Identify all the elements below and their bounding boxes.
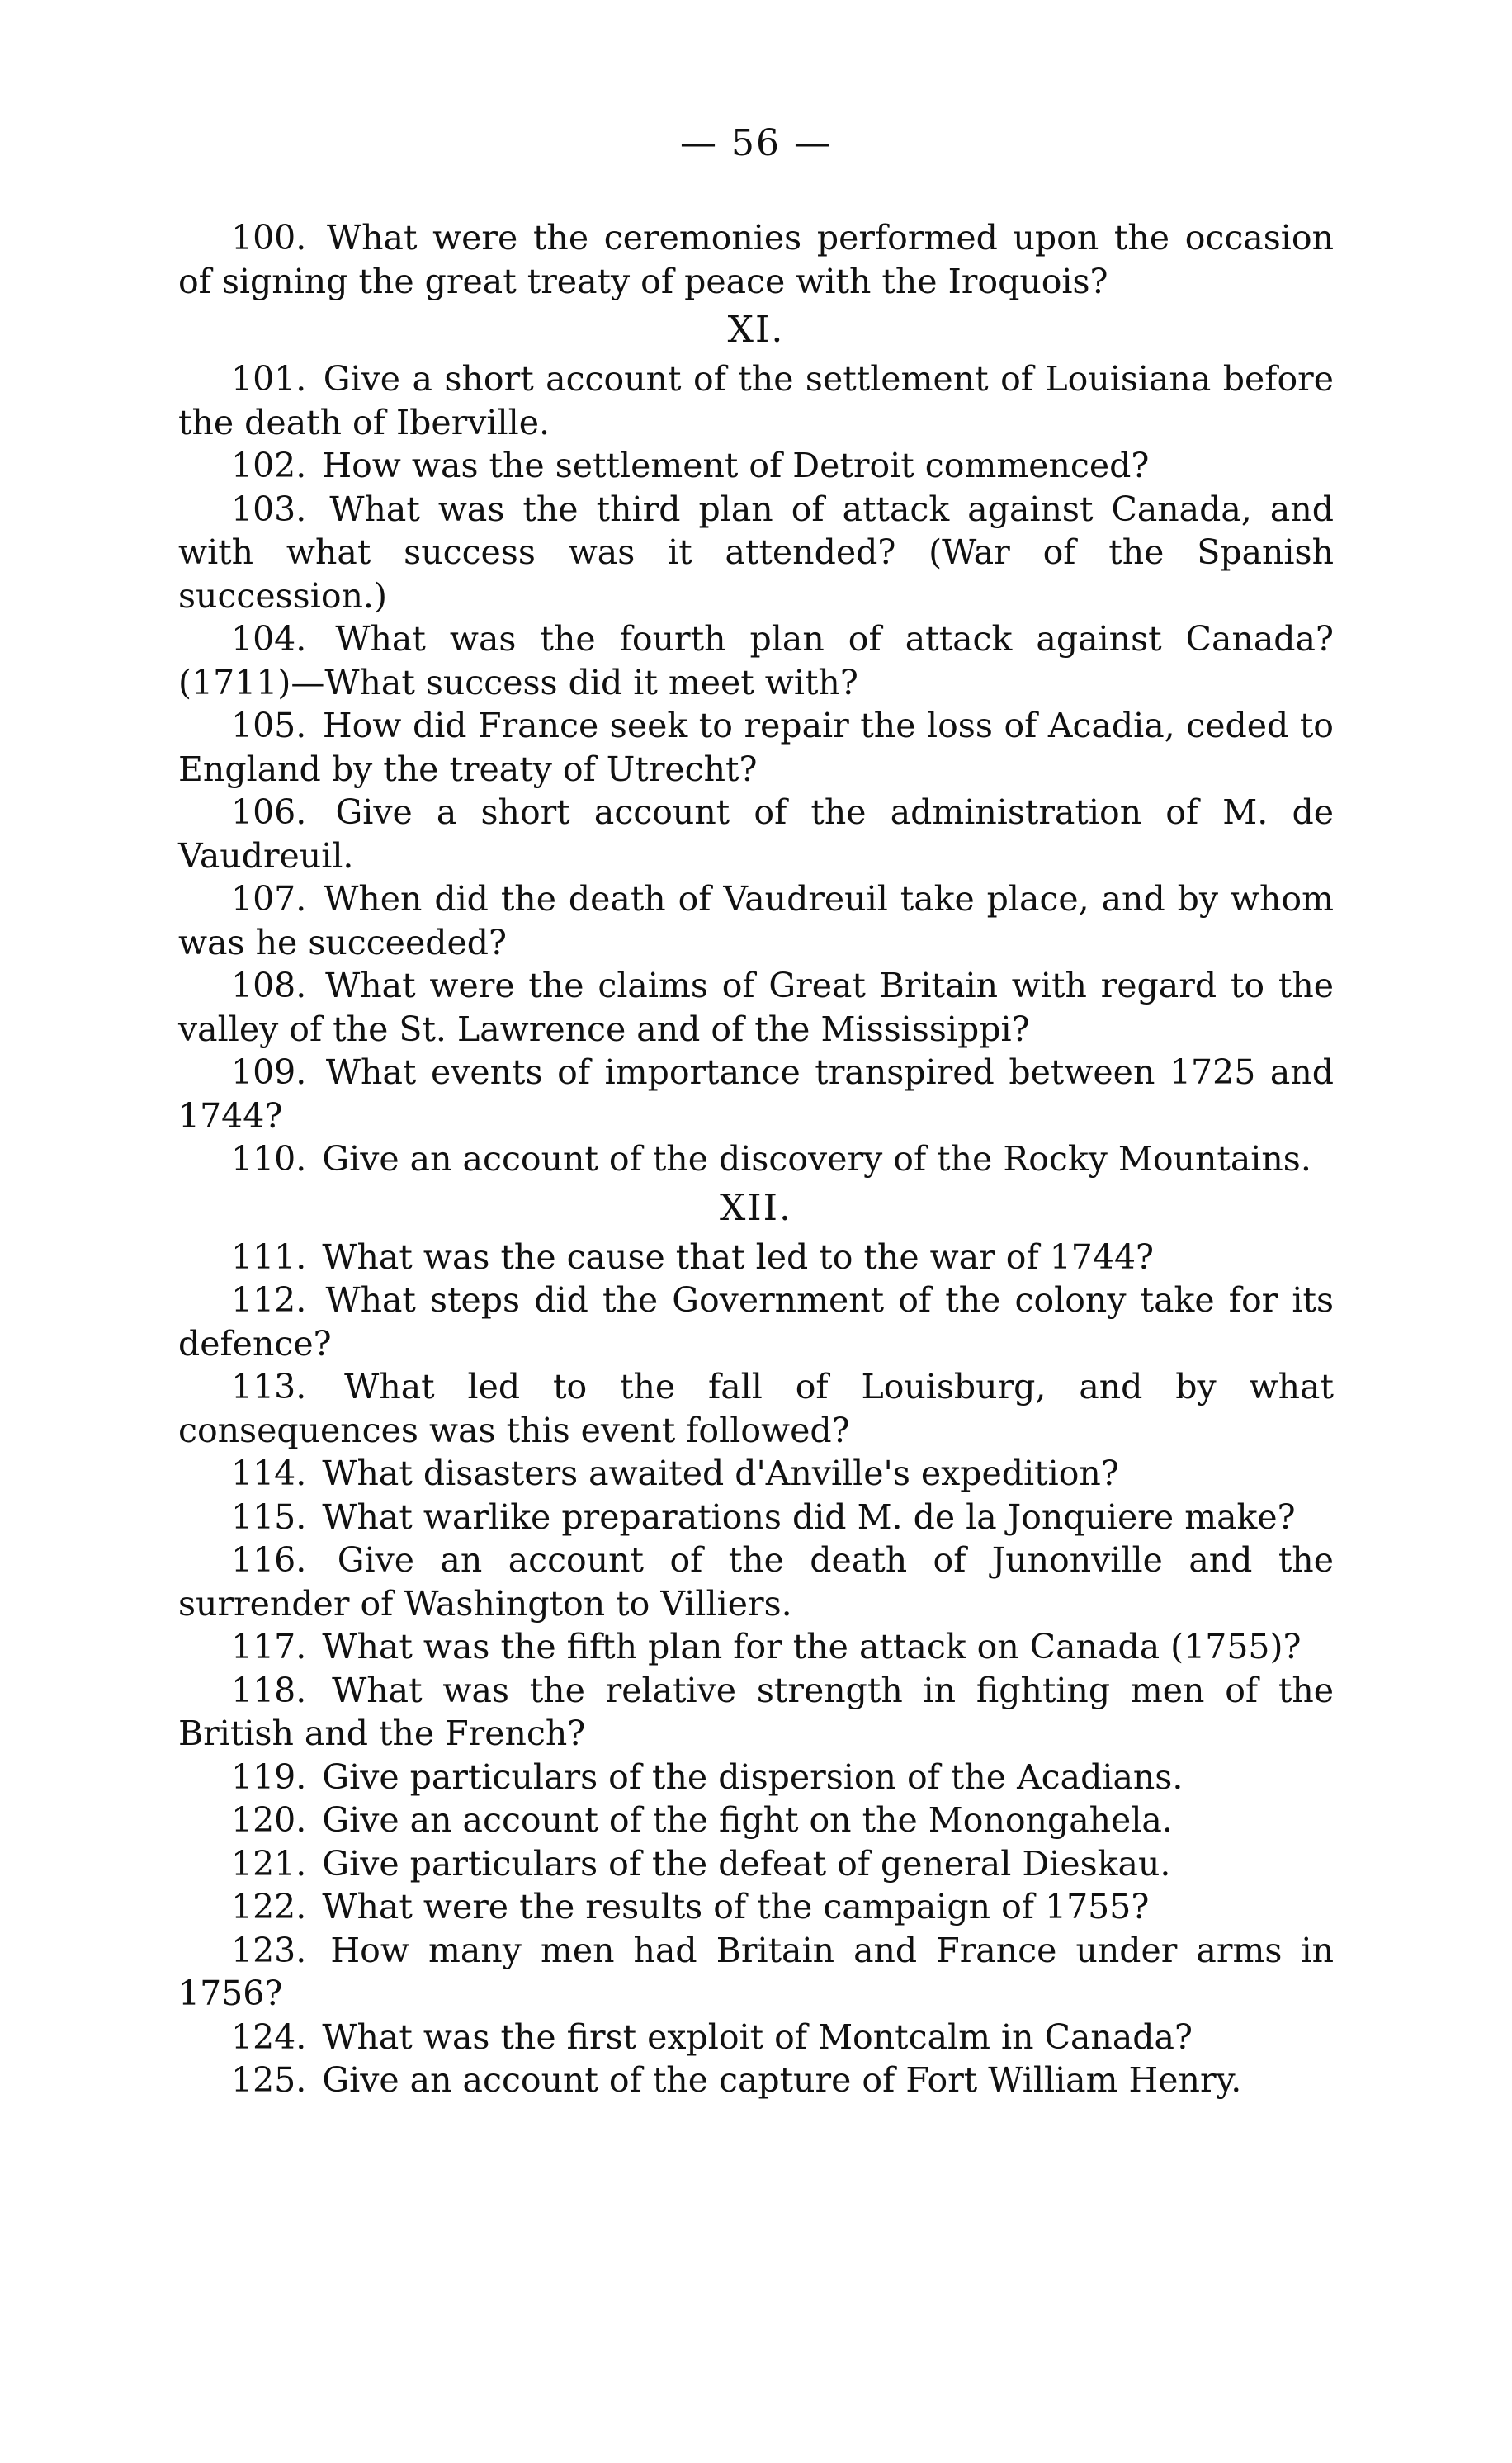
page-number: — 56 — bbox=[680, 122, 832, 164]
question-119 bbox=[178, 1756, 1334, 1799]
question-text: What were the claims of Great Britain with regard to the valley of the St. Lawrence and of the Mississippi? bbox=[178, 966, 1334, 1049]
question-100 bbox=[178, 216, 1334, 303]
question-112 bbox=[178, 1279, 1334, 1365]
question-text: What disasters awaited d'Anville's expedition? bbox=[322, 1454, 1119, 1493]
question-117 bbox=[178, 1625, 1334, 1669]
question-text: What was the relative strength in fighting men of the British and the French? bbox=[178, 1670, 1334, 1753]
question-121 bbox=[178, 1842, 1334, 1886]
question-number: 104. bbox=[231, 619, 307, 659]
question-number: 101. bbox=[231, 359, 307, 399]
question-number: 123. bbox=[231, 1930, 307, 1970]
question-number: 114. bbox=[231, 1454, 307, 1493]
question-108 bbox=[178, 964, 1334, 1051]
section-heading-xii: XII. bbox=[719, 1186, 793, 1229]
question-102 bbox=[178, 444, 1334, 488]
question-111 bbox=[178, 1236, 1334, 1279]
question-text: Give an account of the death of Junonville and the surrender of Washington to Villiers. bbox=[178, 1540, 1334, 1624]
question-number: 115. bbox=[231, 1496, 307, 1537]
question-120 bbox=[178, 1799, 1334, 1842]
question-110 bbox=[178, 1137, 1334, 1181]
question-text: What events of importance transpired between 1725 and 1744? bbox=[178, 1052, 1334, 1136]
section-heading-xi: XI. bbox=[727, 309, 785, 351]
question-number: 106. bbox=[231, 792, 307, 832]
question-number: 122. bbox=[231, 1887, 307, 1926]
question-text: How was the settlement of Detroit commenced? bbox=[322, 446, 1150, 485]
question-106 bbox=[178, 791, 1334, 877]
question-number: 111. bbox=[231, 1236, 307, 1277]
question-number: 108. bbox=[231, 966, 307, 1005]
question-text: Give a short account of the administration of M. de Vaudreuil. bbox=[178, 792, 1334, 876]
question-text: Give an account of the fight on the Monongahela. bbox=[322, 1800, 1173, 1840]
question-number: 118. bbox=[231, 1670, 307, 1710]
question-text: What steps did the Government of the colony take for its defence? bbox=[178, 1280, 1334, 1364]
question-122 bbox=[178, 1885, 1334, 1929]
question-number: 102. bbox=[231, 446, 307, 485]
question-text: What was the fifth plan for the attack on Canada (1755)? bbox=[322, 1627, 1302, 1666]
question-number: 105. bbox=[231, 706, 307, 745]
question-text: How did France seek to repair the loss of Acadia, ceded to England by the treaty of Utrecht? bbox=[178, 706, 1334, 789]
question-text: Give particulars of the defeat of general Dieskau. bbox=[322, 1843, 1171, 1884]
question-number: 119. bbox=[231, 1756, 307, 1797]
question-number: 125. bbox=[231, 2060, 307, 2100]
question-text: What was the third plan of attack against Canada, and with what success was it attended? (War of the Spanish succession.) bbox=[178, 489, 1334, 616]
question-text: When did the death of Vaudreuil take place, and by whom was he succeeded? bbox=[178, 879, 1334, 962]
question-text: How many men had Britain and France under arms in 1756? bbox=[178, 1930, 1334, 2013]
question-text: What were the ceremonies performed upon the occasion of signing the great treaty of peace with the Iroquois? bbox=[178, 218, 1334, 301]
question-113 bbox=[178, 1365, 1334, 1452]
question-number: 121. bbox=[231, 1843, 307, 1884]
question-116 bbox=[178, 1539, 1334, 1625]
question-text: Give a short account of the settlement of Louisiana before the death of Iberville. bbox=[178, 359, 1334, 442]
question-number: 112. bbox=[231, 1280, 307, 1320]
question-text: What was the cause that led to the war of 1744? bbox=[322, 1236, 1155, 1277]
question-118 bbox=[178, 1669, 1334, 1756]
question-109 bbox=[178, 1051, 1334, 1137]
question-number: 110. bbox=[231, 1139, 307, 1179]
question-104 bbox=[178, 617, 1334, 704]
question-text: What was the first exploit of Montcalm in Canada? bbox=[322, 2016, 1193, 2057]
question-text: What was the fourth plan of attack against Canada? (1711)—What success did it meet with? bbox=[178, 619, 1334, 702]
question-105 bbox=[178, 704, 1334, 791]
question-number: 124. bbox=[231, 2016, 307, 2057]
question-114 bbox=[178, 1452, 1334, 1496]
question-115 bbox=[178, 1496, 1334, 1539]
question-103 bbox=[178, 488, 1334, 618]
question-text: What warlike preparations did M. de la Jonquiere make? bbox=[322, 1496, 1296, 1537]
question-125 bbox=[178, 2059, 1334, 2102]
question-number: 109. bbox=[231, 1052, 307, 1092]
question-101 bbox=[178, 357, 1334, 444]
question-text: What were the results of the campaign of 1755? bbox=[322, 1887, 1150, 1926]
question-107 bbox=[178, 877, 1334, 964]
question-number: 116. bbox=[231, 1540, 307, 1580]
question-text: Give particulars of the dispersion of the Acadians. bbox=[322, 1756, 1184, 1797]
question-number: 103. bbox=[231, 489, 307, 529]
question-124 bbox=[178, 2016, 1334, 2059]
question-number: 113. bbox=[231, 1367, 307, 1406]
question-number: 107. bbox=[231, 879, 307, 919]
question-text: Give an account of the discovery of the Rocky Mountains. bbox=[322, 1139, 1311, 1179]
question-text: What led to the fall of Louisburg, and by what consequences was this event followed? bbox=[178, 1367, 1334, 1450]
question-number: 120. bbox=[231, 1800, 307, 1840]
questions-text bbox=[178, 216, 1334, 2102]
question-number: 100. bbox=[231, 218, 307, 258]
question-text: Give an account of the capture of Fort William Henry. bbox=[322, 2060, 1242, 2100]
question-number: 117. bbox=[231, 1627, 307, 1666]
question-123 bbox=[178, 1929, 1334, 2016]
